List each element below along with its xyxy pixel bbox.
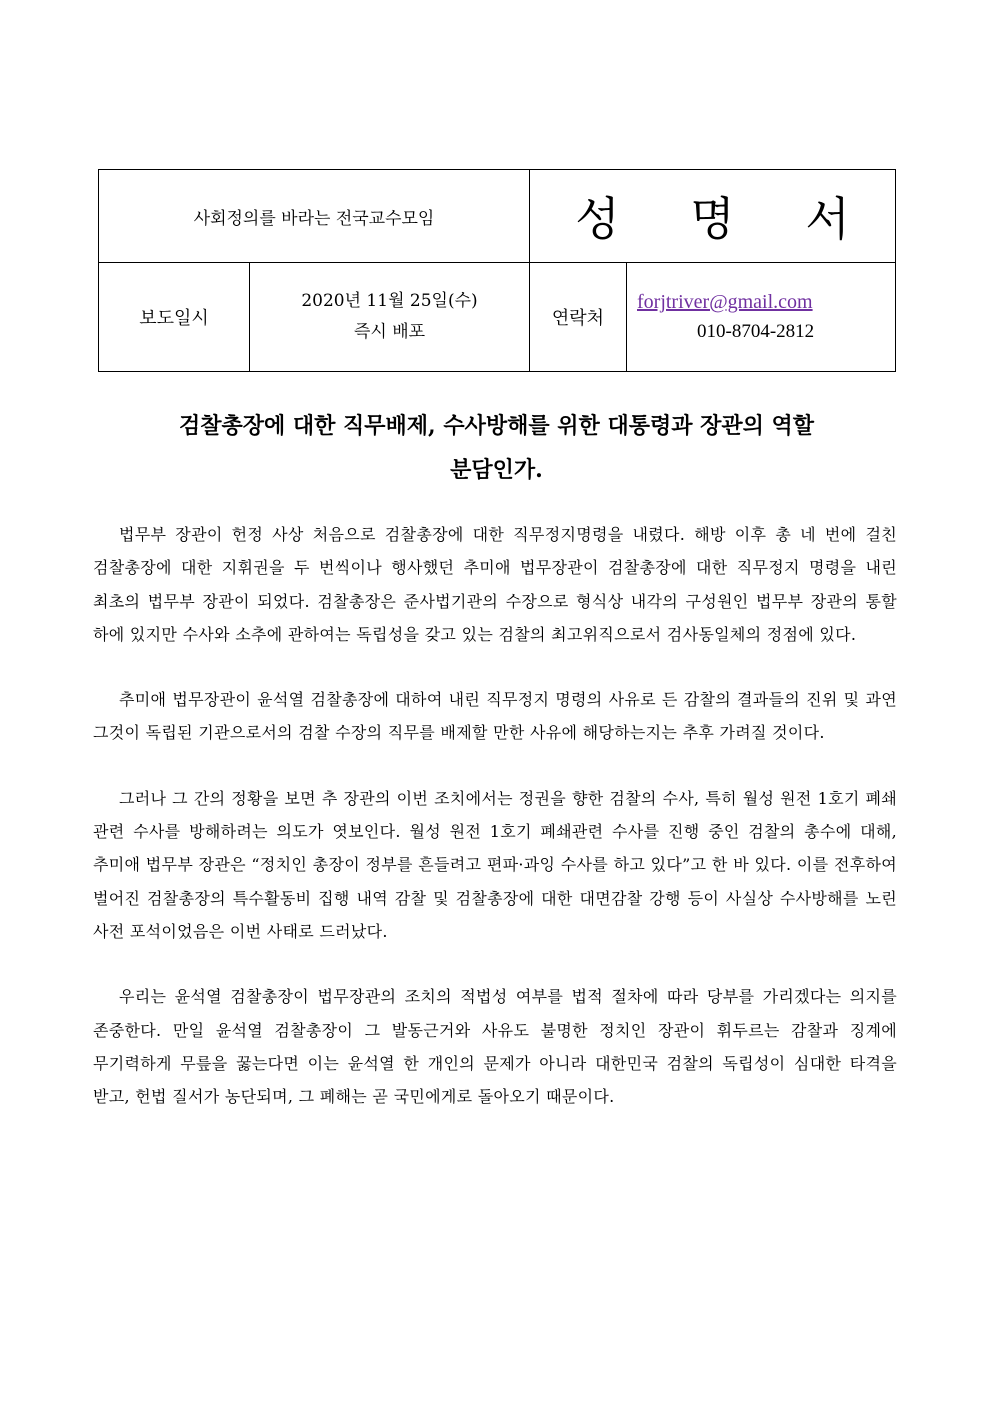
document-title: 성 명 서 xyxy=(530,170,896,263)
headline-line-1: 검찰총장에 대한 직무배제, 수사방해를 위한 대통령과 장관의 역할 xyxy=(178,413,815,439)
release-date: 2020년 11월 25일(수) xyxy=(301,291,478,311)
release-note: 즉시 배포 xyxy=(353,322,426,342)
paragraph-2: 추미애 법무장관이 윤석열 검찰총장에 대하여 내린 직무정지 명령의 사유로 든 감찰의 결과들의 진위 및 과연 그것이 독립된 기관으로서의 검찰 수장의 직무를 배제할 만한 사유에 해당하는지는 추후 가려질 것이다. xyxy=(93,690,897,743)
header-table xyxy=(98,169,896,372)
paragraph-3: 그러나 그 간의 정황을 보면 추 장관의 이번 조치에서는 정권을 향한 검찰의 수사, 특히 월성 원전 1호기 폐쇄 관련 수사를 방해하려는 의도가 엿보인다. 월성 원전 1호기 폐쇄관련 수사를 진행 중인 검찰의 총수에 대해, 추미애 법무부 장관은 “정치인 총장이 정부를 흔들려고 편파·과잉 수사를 하고 있다”고 한 바 있다. 이를 전후하여 벌어진 검찰총장의 특수활동비 집행 내역 감찰 및 검찰총장에 대한 대면감찰 강행 등이 사실상 수사방해를 노린 사전 포석이었음은 이번 사태로 드러났다. xyxy=(93,788,897,941)
contact-label: 연락처 xyxy=(530,263,627,372)
contact-email-link[interactable]: forjtriver@gmail.com xyxy=(637,291,813,313)
headline-line-2: 분담인가. xyxy=(450,457,543,483)
release-label: 보도일시 xyxy=(99,263,250,372)
paragraph-4: 우리는 윤석열 검찰총장이 법무장관의 조치의 적법성 여부를 법적 절차에 따라 당부를 가리겠다는 의지를 존중한다. 만일 윤석열 검찰총장이 그 발동근거와 사유도 불명한 정치인 장관이 휘두르는 감찰과 징계에 무기력하게 무릎을 꿇는다면 이는 윤석열 한 개인의 문제가 아니라 대한민국 검찰의 독립성이 심대한 타격을 받고, 헌법 질서가 농단되며, 그 폐해는 곧 국민에게로 돌아오기 때문이다. xyxy=(93,987,897,1107)
contact-info xyxy=(627,263,896,372)
paragraph-1: 법무부 장관이 헌정 사상 처음으로 검찰총장에 대한 직무정지명령을 내렸다. 해방 이후 총 네 번에 걸친 검찰총장에 대한 지휘권을 두 번씩이나 행사했던 추미애 법무장관이 검찰총장에 대한 직무정지 명령을 내린 최초의 법무부 장관이 되었다. 검찰총장은 준사법기관의 수장으로 형식상 내각의 구성원인 법무부 장관의 통할 하에 있지만 수사와 소추에 관하여는 독립성을 갖고 있는 검찰의 최고위직으로서 검사동일체의 정점에 있다. xyxy=(93,525,897,644)
release-info xyxy=(250,263,530,372)
contact-phone: 010-8704-2812 xyxy=(697,321,815,342)
statement-body xyxy=(93,518,897,1145)
headline xyxy=(98,404,895,492)
organization-name: 사회정의를 바라는 전국교수모임 xyxy=(99,170,530,263)
